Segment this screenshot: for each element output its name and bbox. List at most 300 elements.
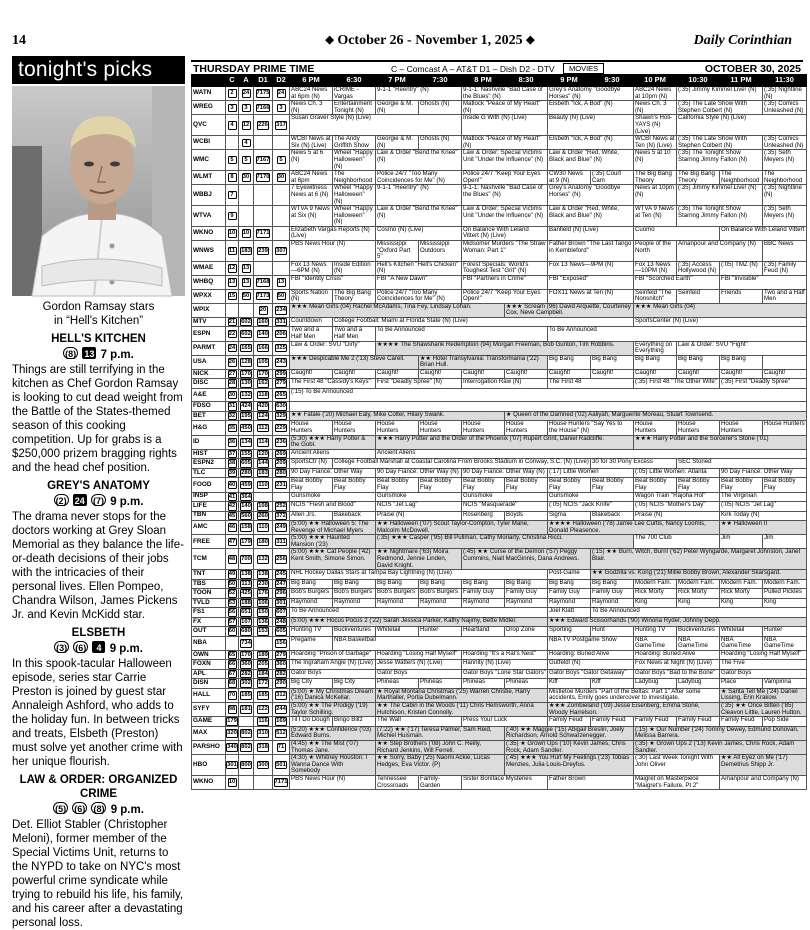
channel-row	[192, 276, 807, 290]
channel-number-c	[226, 608, 239, 618]
program-listing: Post-Game	[548, 570, 591, 580]
channel-number-d1	[254, 449, 273, 459]
channel-number-d2	[273, 726, 290, 740]
program-listing: Jim	[763, 535, 807, 549]
channel-number-a	[239, 535, 254, 549]
channel-number-a	[239, 579, 254, 589]
channel-number: 425	[241, 590, 251, 597]
channel-number: 22	[228, 330, 236, 337]
channel-number: 7173	[256, 292, 270, 299]
channel-number-d1	[254, 650, 273, 660]
channel-number: 329	[276, 412, 286, 419]
channel-number: 7	[228, 191, 237, 200]
program-listing: To Be Announced	[591, 608, 807, 618]
movie-listing: (5:00) ★★ Halloween 5: The Revenge of Michael Myers	[290, 521, 376, 535]
channel-number-c	[226, 185, 239, 206]
channel-number: 307	[276, 247, 286, 254]
channel-number-d1	[254, 660, 273, 670]
movie-listing: ★★ Sorry, Baby ('25) Naomi Ackie, Lucas Hedges, Eva Victor. (P)	[376, 755, 505, 776]
pick-title: GREY'S ANATOMY	[47, 480, 150, 492]
channel-number: 8	[228, 173, 237, 182]
channel-number-a	[239, 136, 254, 150]
channel-number-d1	[254, 276, 273, 290]
channel-number: 7170	[256, 174, 270, 181]
program-listing: Big City	[333, 679, 376, 689]
channel-number: 245	[276, 571, 286, 578]
channel-number-d2	[273, 549, 290, 570]
channel-number: 140	[258, 330, 268, 337]
channel-number: 651	[241, 609, 251, 616]
network-name: NBA	[192, 636, 226, 650]
channel-row	[192, 101, 807, 115]
network-name: H&G	[192, 421, 226, 435]
channel-number-a	[239, 669, 254, 679]
network-name: WREG	[192, 101, 226, 115]
movie-listing: (4:45) ★★ The Mist ('07) Thomas Jane.	[290, 740, 376, 754]
column-header: C	[226, 75, 239, 87]
channel-number-c	[226, 388, 239, 402]
program-listing: Ancient Aliens	[290, 449, 376, 459]
program-listing: NCIS "Flesh and Blood"	[290, 502, 376, 512]
program-listing: Caught!	[462, 369, 505, 379]
channel-number-a	[239, 261, 254, 275]
chef-portrait-icon	[12, 86, 185, 296]
program-listing: Two and a Half Men	[333, 327, 376, 341]
channel-row	[192, 549, 807, 570]
program-listing: Countdown	[290, 317, 333, 327]
pick-channels	[12, 802, 185, 817]
channel-number-d1	[254, 355, 273, 369]
channel-number: 136	[258, 618, 268, 625]
program-listing	[763, 355, 807, 369]
program-listing: Beat Bobby Flay	[505, 478, 548, 492]
channel-number-a	[239, 276, 254, 290]
program-listing: Big Bang	[548, 355, 591, 369]
channel-number: 138	[258, 571, 268, 578]
channel-number: 130	[241, 380, 251, 387]
channel-number-c	[226, 521, 239, 535]
channel-number: 311	[276, 538, 286, 545]
program-listing: People of the North	[634, 241, 677, 262]
network-name: QVC	[192, 115, 226, 136]
network-name: DISN	[192, 679, 226, 689]
program-listing: (:05) TMZ (N)	[720, 261, 763, 275]
program-listing: (:35) Seth Meyers (N)	[763, 206, 807, 227]
grid-date: OCTOBER 30, 2025	[704, 63, 801, 75]
program-listing: PBS News Hour (N)	[290, 241, 376, 262]
program-listing: (:35) The Tonight Show Starring Jimmy Fallon (N)	[677, 206, 763, 227]
network-name: WMAE	[192, 261, 226, 275]
channel-number: 280	[276, 469, 286, 476]
channel-number-d2	[273, 303, 290, 317]
channel-number: 30	[228, 391, 236, 398]
program-listing: The First 48 "Cassidy's Keys"	[290, 379, 376, 389]
program-listing: 9-1-1: Nashville "Bad Case of the Blues" (N)	[462, 87, 548, 101]
channel-number-d2	[273, 101, 290, 115]
program-listing: Beauty (N) (Live)	[548, 115, 634, 136]
channel-row	[192, 115, 807, 136]
channel-number-d1	[254, 703, 273, 717]
movie-listing: ★★★ Harry Potter and the Sorcerer's Stone ('01)	[634, 435, 807, 449]
channel-number: 239	[258, 247, 268, 254]
program-listing: King	[720, 598, 763, 608]
channel-number: 124	[258, 412, 268, 419]
program-listing: Mississippi Outdoors	[419, 241, 462, 262]
program-listing: NBA Basketball	[333, 636, 548, 650]
program-listing: Buckventures	[333, 627, 376, 637]
program-listing: Law & Order "Red, White, Black and Blue" (N)	[548, 206, 634, 227]
channel-number: 4	[228, 121, 237, 130]
program-listing: Hoarding: Buried Alive	[634, 650, 720, 660]
pick-time: 9 p.m.	[110, 496, 144, 508]
pick-greys-anatomy	[12, 479, 185, 622]
channel-number: 249	[276, 524, 286, 531]
network-name: OUT	[192, 627, 226, 637]
program-listing: The Wall	[376, 717, 462, 727]
program-listing: Law & Order "Bend the Knee" (N)	[376, 150, 462, 171]
channel-number-a	[239, 636, 254, 650]
program-listing: FBI "Identity Crisis"	[290, 276, 376, 290]
network-name: MTV	[192, 317, 226, 327]
program-listing: Hoarding "It's a Rat's Nest"	[462, 650, 548, 660]
program-listing: Wheel "Happy Halloween" (N)	[333, 150, 376, 171]
program-listing: (:35) The Late Show With Stephen Colbert (N)	[677, 101, 763, 115]
program-listing: 9-1-1 "Reentry" (N)	[376, 185, 462, 206]
program-listing: NCIS "Masquerade"	[462, 502, 548, 512]
channel-number-c	[226, 669, 239, 679]
network-name: FREE	[192, 535, 226, 549]
date-range-text: October 26 - November 1, 2025	[337, 33, 523, 48]
channel-number: 364	[241, 493, 251, 500]
program-listing: College Football: Miami at Florida State (N) (Live)	[333, 317, 634, 327]
program-listing: The Big Bang Theory	[677, 171, 720, 185]
program-listing: Big Bang	[548, 579, 591, 589]
program-listing: 9-1-1 "Reentry" (N)	[376, 87, 462, 101]
time-slot-header: 6 PM	[290, 75, 333, 87]
time-slot-header: 10:30	[677, 75, 720, 87]
program-listing: Amanpour and Company (N)	[720, 775, 807, 789]
channel-number-d2	[273, 206, 290, 227]
program-listing: Sports Nation (N)	[290, 289, 333, 303]
program-listing: Family Guy	[591, 589, 634, 599]
channel-number-d2	[273, 289, 290, 303]
channel-number-c	[226, 617, 239, 627]
channel-number: 108	[258, 503, 268, 510]
channel-number-a	[239, 101, 254, 115]
channel-number: 185	[258, 692, 268, 699]
channel-number-c	[226, 289, 239, 303]
movie-listing: ★★ Fatale ('20) Michael Ealy, Mike Colter, Hilary Swank.	[290, 411, 505, 421]
program-listing: Sporting	[548, 627, 591, 637]
grid-title-bar	[191, 60, 803, 74]
channel-badge: 13	[84, 349, 95, 359]
channel-number: 243	[276, 359, 286, 366]
time-slot-header: 8:30	[505, 75, 548, 87]
program-listing: (:35) Jimmy Kimmel Live! (N)	[677, 87, 763, 101]
pick-channels	[12, 641, 185, 656]
program-listing: Beat Bobby Flay	[591, 478, 634, 492]
network-name: TCM	[192, 549, 226, 570]
channel-number-a	[239, 171, 254, 185]
channel-number-d2	[273, 379, 290, 389]
program-listing: ABC24 News at 6pm (N)	[290, 87, 333, 101]
channel-number: 802	[241, 730, 251, 737]
program-listing: Georgie & M. (N)	[376, 101, 419, 115]
channel-number-d1	[254, 411, 273, 421]
program-listing: Raymond	[333, 598, 376, 608]
channel-number-d1	[254, 241, 273, 262]
pick-title: ELSBETH	[71, 627, 126, 639]
channel-number: 170	[241, 651, 251, 658]
channel-number-d2	[273, 402, 290, 412]
program-listing: Amanpour and Company (N)	[677, 241, 763, 262]
network-name: TLC	[192, 468, 226, 478]
channel-number: 26	[228, 359, 236, 366]
program-listing: Gator Boys "Lone Star Gators"	[462, 669, 548, 679]
channel-row	[192, 598, 807, 608]
channel-number-d1	[254, 206, 273, 227]
channel-number-d1	[254, 627, 273, 637]
channel-badge: (6)	[74, 804, 86, 814]
program-listing: Interrogation Raw (N)	[462, 379, 548, 389]
program-listing: Caught!	[720, 369, 763, 379]
network-name: AMC	[192, 521, 226, 535]
channel-number-d2	[273, 492, 290, 502]
program-listing: Inside Edition (N)	[333, 261, 376, 275]
program-listing: Hoarding "Prison of Garbage"	[290, 650, 376, 660]
program-listing: Fox News at Night (N) (Live)	[634, 660, 720, 670]
channel-number-d2	[273, 185, 290, 206]
channel-number-a	[239, 688, 254, 702]
channel-number: 67	[228, 670, 236, 677]
channel-number-c	[226, 636, 239, 650]
channel-number: 132	[258, 556, 268, 563]
channel-row	[192, 570, 807, 580]
program-listing: Phineas	[462, 679, 505, 689]
channel-number-a	[239, 402, 254, 412]
channel-row	[192, 688, 807, 702]
channel-row	[192, 478, 807, 492]
program-listing: King	[763, 598, 807, 608]
program-listing: Family Feud	[591, 717, 634, 727]
program-listing: iCRIME - Vargas	[333, 87, 376, 101]
program-listing: Big Bang	[677, 355, 720, 369]
channel-number: 3	[277, 104, 286, 113]
program-listing: Hoarding "Losing Half Myself"	[720, 650, 807, 660]
channel-number-d1	[254, 402, 273, 412]
channel-number: 607	[276, 609, 286, 616]
channel-number-d2	[273, 478, 290, 492]
program-listing: Everything on Everything	[634, 341, 677, 355]
channel-number: 65	[228, 651, 236, 658]
program-listing: NBA GameTime	[763, 636, 807, 650]
channel-number-c	[226, 355, 239, 369]
program-listing: Big Bang	[333, 579, 376, 589]
program-listing: FOX11 News at Ten (N)	[548, 289, 634, 303]
paper-name: Daily Corinthian	[693, 33, 792, 48]
program-listing: Law & Order: SVU "Fight"	[677, 341, 807, 355]
tonights-picks-banner: tonight's picks	[12, 56, 185, 84]
channel-number-d2	[273, 435, 290, 449]
channel-number-d1	[254, 226, 273, 240]
photo-caption	[12, 300, 185, 328]
channel-number: 424	[241, 403, 251, 410]
pick-law-and-order-organized-crime	[12, 773, 185, 930]
movie-listing: (:45) ★★★ You Hurt My Feelings ('23) Tobias Menzies, Julia Louis-Dreyfus.	[505, 755, 634, 776]
channel-number: 68	[228, 680, 236, 687]
program-listing: Rick Morty	[677, 589, 720, 599]
program-listing: House Hunters	[763, 421, 807, 435]
channel-number: 32	[228, 412, 236, 419]
program-listing: NBA GameTime	[634, 636, 677, 650]
program-listing: The Big Bang Theory	[634, 171, 677, 185]
channel-number-c	[226, 679, 239, 689]
program-listing: Gunsmoke	[290, 492, 376, 502]
program-listing: Beat Bobby Flay	[290, 478, 333, 492]
channel-row	[192, 740, 807, 754]
channel-number-a	[239, 150, 254, 171]
channel-number-a	[239, 115, 254, 136]
channel-number-c	[226, 740, 239, 754]
channel-number: 312	[276, 692, 286, 699]
channel-row	[192, 669, 807, 679]
channel-number-a	[239, 468, 254, 478]
network-name: A&E	[192, 388, 226, 402]
program-listing: (:15) To Be Announced	[290, 388, 807, 402]
network-name: SYFY	[192, 703, 226, 717]
channel-number: 602	[241, 318, 251, 325]
channel-number-c	[226, 755, 239, 776]
channel-number-c	[226, 411, 239, 421]
program-listing: Matlock "Peace of My Heart" (N)	[462, 101, 548, 115]
program-listing: CW30 News at 9 (N)	[548, 171, 591, 185]
program-listing: Fox 13 News—9PM (N)	[548, 261, 634, 275]
program-listing: (:35) Nightline (N)	[763, 87, 807, 101]
program-listing: Family-Garden	[419, 775, 462, 789]
program-listing: Bob's Burgers	[333, 589, 376, 599]
program-listing: Maigret on Masterpiece "Maigret's Failure, Pt 2"	[634, 775, 720, 789]
channel-number: 2	[228, 89, 237, 98]
program-listing: Pop Side	[763, 717, 807, 727]
program-listing: ABC24 News at 10pm (N)	[634, 87, 677, 101]
channel-row	[192, 185, 807, 206]
page-number: 14	[12, 33, 26, 48]
movie-listing: (4:30) ★ Whitney Houston: I Wanna Dance With Somebody	[290, 755, 376, 776]
channel-number: 3	[228, 104, 237, 113]
program-listing: Susan Graver Style (N) (Live)	[290, 115, 462, 136]
program-listing: Gunsmoke	[548, 492, 634, 502]
network-name: TOON	[192, 589, 226, 599]
channel-number-d2	[273, 775, 290, 789]
pick-time: 9 p.m.	[110, 804, 144, 816]
channel-number: 318	[258, 744, 268, 751]
channel-row	[192, 775, 807, 789]
program-listing: Sigma	[548, 511, 591, 521]
channel-number: 179	[227, 718, 237, 725]
channel-number: 560	[241, 512, 251, 519]
program-listing: Law & Order: Special Victims Unit "Under the Influence" (N)	[462, 206, 548, 227]
network-name: WPIX	[192, 303, 226, 317]
program-listing: Inside G With (N) (Live)	[462, 115, 548, 136]
time-slot-header: 9 PM	[548, 75, 591, 87]
program-listing: Big Bang	[591, 355, 634, 369]
channel-number-d1	[254, 87, 273, 101]
channel-number: 24	[277, 90, 285, 97]
program-listing: On Balance With Leland Vittert	[720, 226, 807, 240]
channel-number: 360	[241, 661, 251, 668]
channel-number-c	[226, 261, 239, 275]
channel-number-d1	[254, 369, 273, 379]
channel-number: 38	[228, 460, 236, 467]
program-listing: Buckventures	[677, 627, 720, 637]
channel-number: 7171	[256, 230, 270, 237]
channel-number-d2	[273, 136, 290, 150]
channel-row	[192, 327, 807, 341]
channel-number-d2	[273, 627, 290, 637]
channel-row	[192, 468, 807, 478]
channel-number-d1	[254, 261, 273, 275]
program-listing: Gator Boys	[720, 669, 807, 679]
program-listing: Cuomo	[634, 226, 720, 240]
channel-number: 134	[241, 439, 251, 445]
program-listing: The Virginian	[720, 492, 807, 502]
network-name: HIST	[192, 449, 226, 459]
channel-number-d2	[273, 579, 290, 589]
channel-number: 15	[228, 292, 236, 299]
channel-number-d1	[254, 468, 273, 478]
program-listing: Police 24/7 "Keep Your Eyes Open!"	[462, 289, 548, 303]
program-listing: Bingo Blitz	[333, 717, 376, 727]
channel-number: 116	[258, 718, 268, 725]
movie-listing: ★★ Step Brothers ('08) John C. Reilly, Richard Jenkins, Will Ferrell.	[376, 740, 505, 754]
program-listing: Modern Fam.	[720, 579, 763, 589]
program-listing: Georgie & M. (N)	[376, 136, 419, 150]
program-listing: Family Feud	[677, 717, 720, 727]
program-listing: (:35) Access Hollywood (N)	[677, 261, 720, 275]
program-listing: Ladybug	[677, 679, 720, 689]
channel-number: 70	[228, 692, 236, 699]
program-listing: Raymond	[376, 598, 419, 608]
channel-number-d1	[254, 589, 273, 599]
program-listing: Big Bang	[290, 579, 333, 589]
channel-row	[192, 402, 807, 412]
channel-number-d1	[254, 421, 273, 435]
channel-number: 47	[228, 538, 236, 545]
program-listing: House Hunters	[720, 421, 763, 435]
channel-row	[192, 226, 807, 240]
program-listing: The Neighborhood	[333, 171, 376, 185]
program-listing: Wheel "Happy Halloween" (N)	[333, 185, 376, 206]
pick-description: Det. Elliot Stabler (Christopher Meloni), former member of the Special Victims Unit, returns to the NYPD to take on NYC's most powerful crime syndicate while trying to rebuild his life, his family, and his career after a devastating personal loss.	[12, 819, 184, 929]
program-listing: WTVA 9 News at Six (N)	[290, 206, 333, 227]
channel-number-a	[239, 570, 254, 580]
channel-number: 170	[258, 370, 268, 377]
channel-number: 252	[276, 503, 286, 510]
movie-listing: ★ Royal Montana Christmas ('25) Warren Christie, Harry Marthaller, Portia Dubelmann.	[376, 688, 548, 702]
channel-number-c	[226, 726, 239, 740]
channel-number: 35	[228, 424, 236, 431]
channel-number-d1	[254, 679, 273, 689]
program-listing: The Big Bang Theory	[333, 289, 376, 303]
program-listing: NBA TV Postgame Show	[548, 636, 634, 650]
program-listing: Hunter	[419, 627, 462, 637]
program-listing: Raymond	[548, 598, 591, 608]
channel-number: 52	[228, 590, 236, 597]
program-listing: Pregame	[290, 636, 333, 650]
program-listing: Grey's Anatomy "Goodbye Horses" (N)	[548, 87, 634, 101]
channel-number: 4	[242, 139, 251, 148]
program-listing: The Ingraham Angle (N) (Live)	[290, 660, 376, 670]
